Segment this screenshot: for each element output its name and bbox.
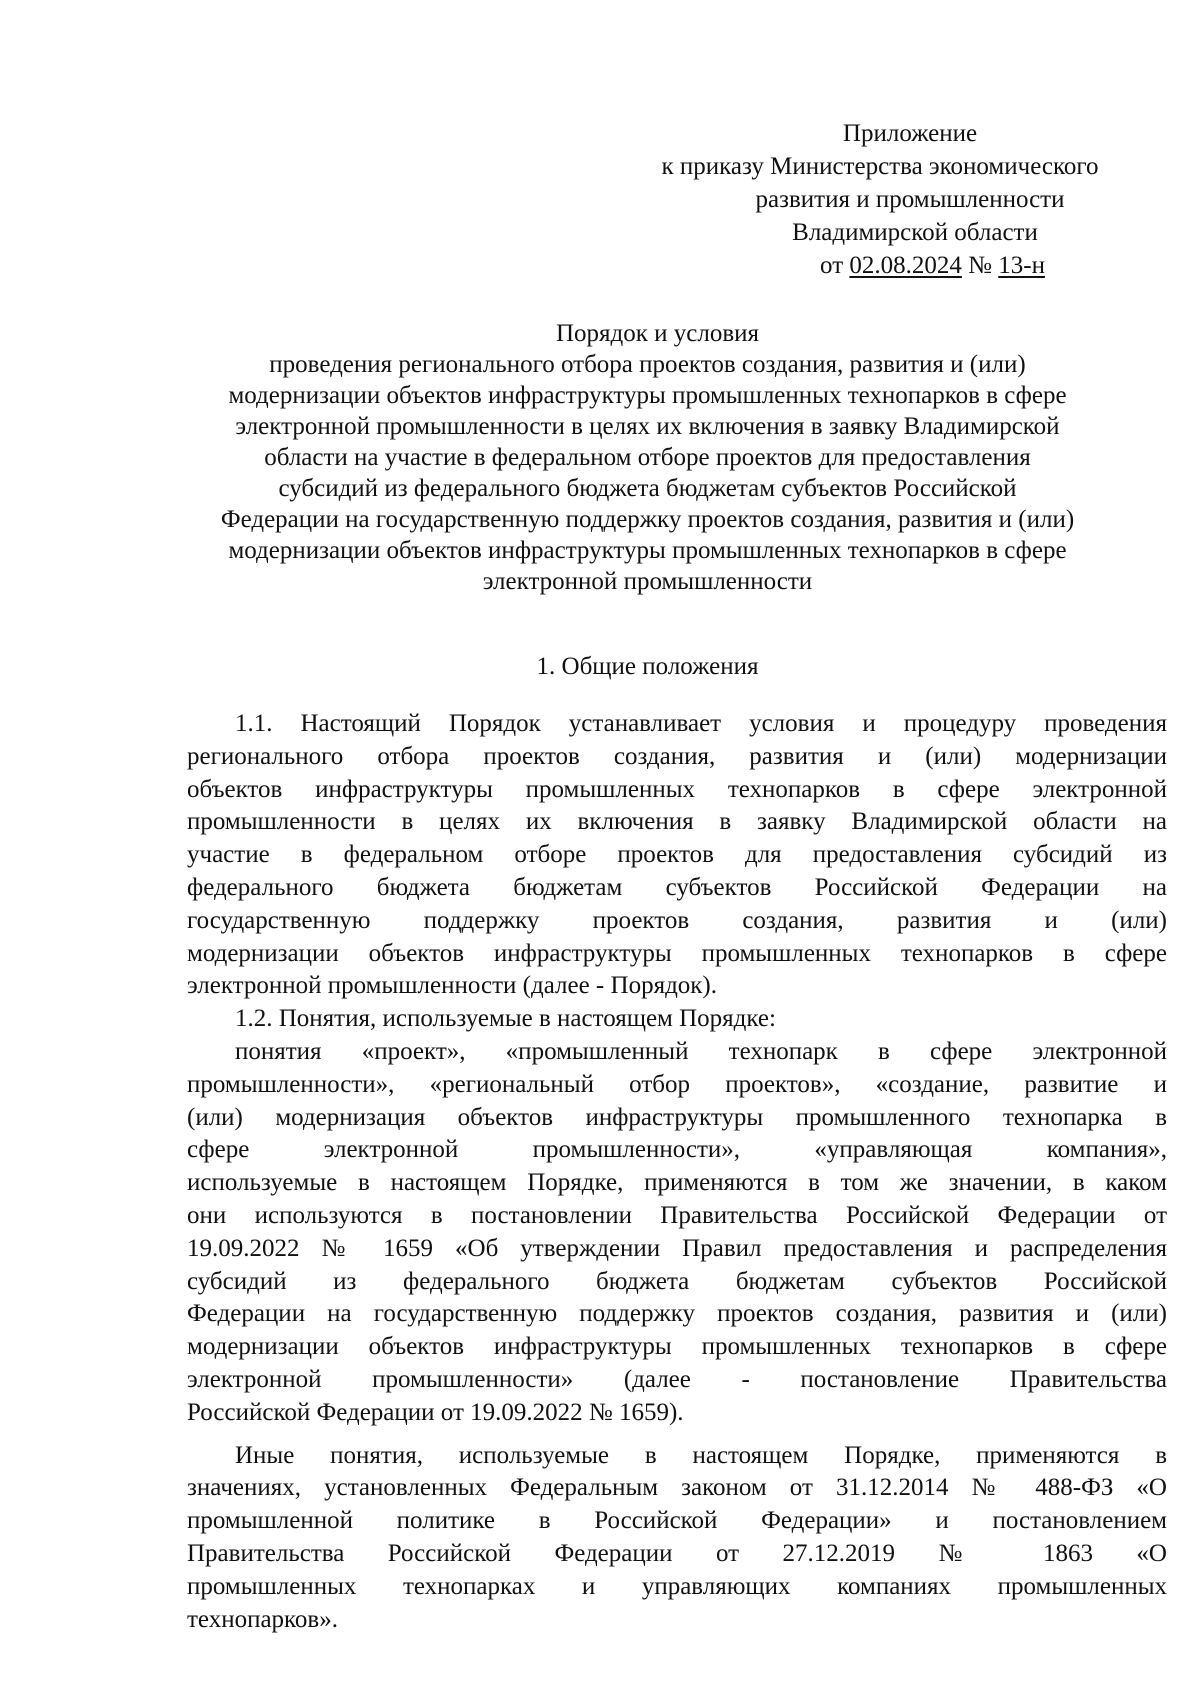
text-line: используемые в настоящем Порядке, применяются в том же значении, в каком xyxy=(187,1169,1167,1197)
approval-date: 02.08.2024 xyxy=(849,252,962,279)
approval-line-ministry: развития и промышленности xyxy=(755,186,1065,213)
approval-stamp-block xyxy=(600,117,1160,282)
approval-line-date-number xyxy=(600,249,1160,282)
text-line: Российской Федерации от 19.09.2022 № 1659). xyxy=(187,1398,684,1426)
title-line: электронной промышленности в целях их включения в заявку Владимирской xyxy=(235,413,1060,440)
title-line: электронной промышленности xyxy=(482,568,813,595)
title-line: проведения регионального отбора проектов создания, развития и (или) xyxy=(269,351,1026,378)
text-line: федерального бюджета бюджетам субъектов Российской Федерации на xyxy=(187,873,1167,901)
text-line: 1.2. Понятия, используемые в настоящем Порядке: xyxy=(235,1005,776,1033)
text-line: государственную поддержку проектов создания, развития и (или) xyxy=(187,906,1167,934)
section-body xyxy=(187,708,1167,1636)
text-line: объектов инфраструктуры промышленных технопарков в сфере электронной xyxy=(187,775,1167,803)
text-line: промышленности в целях их включения в заявку Владимирской области на xyxy=(187,808,1167,836)
title-line: субсидий из федерального бюджета бюджетам субъектов Российской xyxy=(278,475,1017,502)
paragraph-gap xyxy=(187,1430,1167,1440)
approval-line-appendix: Приложение xyxy=(842,120,978,147)
text-line: сфере электронной промышленности», «управляющая компания», xyxy=(187,1136,1167,1164)
text-line: электронной промышленности (далее - Порядок). xyxy=(187,972,718,1000)
text-line: модернизации объектов инфраструктуры промышленных технопарков в сфере xyxy=(187,1333,1167,1361)
approval-line-order: к приказу Министерства экономического xyxy=(661,153,1099,180)
text-line: Правительства Российской Федерации от 27.12.2019 № 1863 «О xyxy=(187,1539,1167,1567)
text-line: участие в федеральном отборе проектов для предоставления субсидий из xyxy=(187,841,1167,869)
title-line: модернизации объектов инфраструктуры промышленных технопарков в сфере xyxy=(228,382,1067,409)
paragraph-1-1 xyxy=(187,708,1167,1003)
text-line: регионального отбора проектов создания, развития и (или) модернизации xyxy=(187,742,1167,770)
approval-from-label: от xyxy=(820,252,844,279)
text-line: модернизации объектов инфраструктуры промышленных технопарков в сфере xyxy=(187,939,1167,967)
approval-number: 13-н xyxy=(998,252,1045,279)
text-line: промышленности», «региональный отбор проектов», «создание, развитие и xyxy=(187,1070,1167,1098)
text-line: электронной промышленности» (далее - постановление Правительства xyxy=(187,1365,1167,1393)
title-line: области на участие в федеральном отборе проектов для предоставления xyxy=(264,444,1031,471)
text-line: значениях, установленных Федеральным законом от 31.12.2014 № 488-ФЗ «О xyxy=(187,1474,1167,1502)
paragraph-other-terms xyxy=(187,1440,1167,1637)
text-line: промышленных технопарках и управляющих компаниях промышленных xyxy=(187,1572,1167,1600)
title-line: Порядок и условия xyxy=(555,320,760,347)
paragraph-1-2 xyxy=(187,1036,1167,1430)
title-line: модернизации объектов инфраструктуры промышленных технопарков в сфере xyxy=(228,537,1067,564)
text-line: 1.1. Настоящий Порядок устанавливает условия и процедуру проведения xyxy=(235,710,1167,737)
text-line: Федерации на государственную поддержку проектов создания, развития и (или) xyxy=(187,1300,1167,1328)
text-line: (или) модернизация объектов инфраструктуры промышленного технопарка в xyxy=(187,1103,1167,1131)
text-line: они используются в постановлении Правительства Российской Федерации от xyxy=(187,1201,1167,1229)
text-line: промышленной политике в Российской Федерации» и постановлением xyxy=(187,1507,1167,1535)
text-line: технопарков». xyxy=(187,1605,338,1633)
text-line: Иные понятия, используемые в настоящем Порядке, применяются в xyxy=(235,1441,1167,1469)
text-line: 19.09.2022 № 1659 «Об утверждении Правил предоставления и распределения xyxy=(187,1234,1167,1262)
paragraph-1-2-heading xyxy=(187,1003,1167,1036)
approval-line-region: Владимирской области xyxy=(792,219,1038,246)
approval-number-label: № xyxy=(968,252,992,279)
document-title xyxy=(160,318,1135,597)
title-line: Федерации на государственную поддержку проектов создания, развития и (или) xyxy=(220,506,1075,533)
text-line: субсидий из федерального бюджета бюджетам субъектов Российской xyxy=(187,1267,1167,1295)
section-heading: 1. Общие положения xyxy=(536,653,759,680)
text-line: понятия «проект», «промышленный технопарк в сфере электронной xyxy=(235,1037,1167,1065)
